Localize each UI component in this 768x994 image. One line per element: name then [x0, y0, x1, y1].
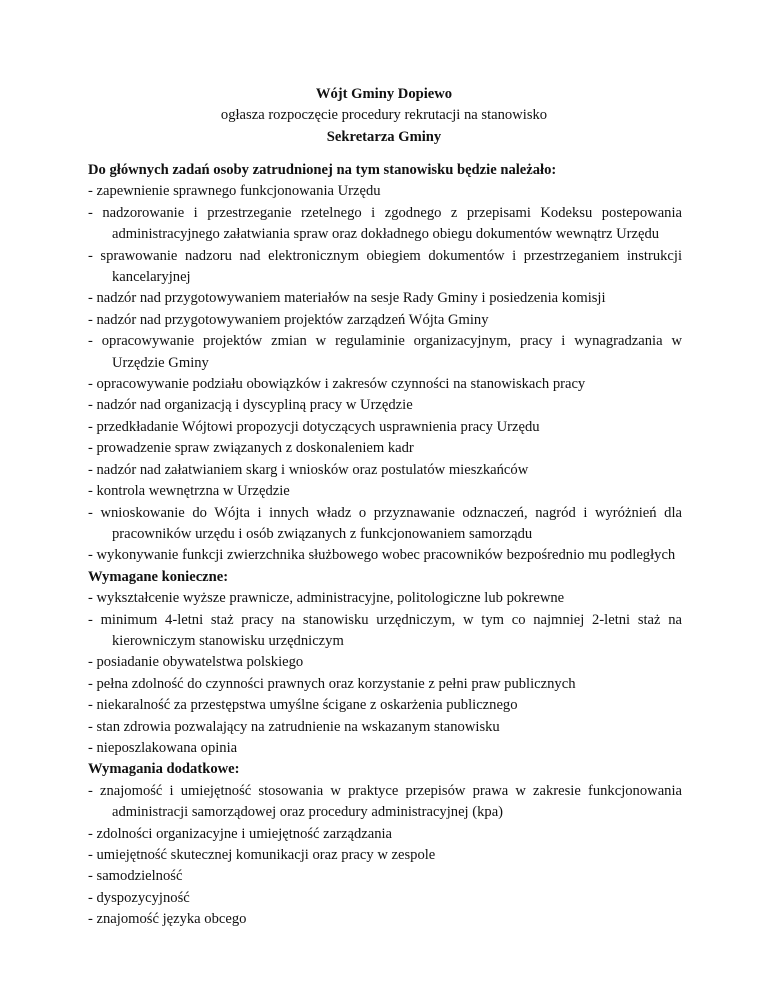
list-item: - stan zdrowia pozwalający na zatrudnienie na wskazanym stanowisku: [88, 718, 500, 735]
list-item: - znajomość i umiejętność stosowania w praktyce przepisów prawa w zakresie funkcjonowania administracji samorządowej oraz procedury administracyjnej (kpa): [88, 782, 682, 821]
list-item: - umiejętność skutecznej komunikacji oraz pracy w zespole: [88, 847, 436, 863]
list-item: - wnioskowanie do Wójta i innych władz o przyznawanie odznaczeń, nagród i wyróżnień dla pracowników urzędu i osób związanych z funkcjonowaniem samorządu: [88, 504, 682, 542]
list-item: - samodzielność: [88, 868, 183, 885]
list-item: - posiadanie obywatelstwa polskiego: [88, 654, 304, 671]
list-item: - niekaralność za przestępstwa umyślne ścigane z oskarżenia publicznego: [88, 697, 518, 714]
header-position: Sekretarza Gminy: [326, 128, 442, 145]
section-heading: Do głównych zadań osoby zatrudnionej na tym stanowisku będzie należało:: [88, 162, 557, 178]
list-item: - nadzór nad przygotowywaniem projektów zarządzeń Wójta Gminy: [88, 311, 489, 328]
list-item: - pełna zdolność do czynności prawnych oraz korzystanie z pełni praw publicznych: [88, 675, 576, 692]
list-item: - opracowywanie projektów zmian w regulaminie organizacyjnym, pracy i wynagradzania w Urzędzie Gminy: [88, 333, 682, 371]
list-item: - wykonywanie funkcji zwierzchnika służbowego wobec pracowników bezpośrednio mu podległych: [88, 547, 676, 564]
section-heading: Wymagane konieczne:: [88, 568, 229, 585]
list-item: - nadzór nad organizacją i dyscypliną pracy w Urzędzie: [88, 397, 413, 414]
header-subtitle: ogłasza rozpoczęcie procedury rekrutacji na stanowisko: [220, 107, 548, 124]
list-item: - nadzór nad załatwianiem skarg i wniosków oraz postulatów mieszkańców: [88, 461, 529, 478]
document-header: [84, 84, 684, 148]
list-item: - wykształcenie wyższe prawnicze, administracyjne, politologiczne lub pokrewne: [88, 590, 565, 607]
header-title: Wójt Gminy Dopiewo: [315, 86, 453, 102]
list-item: - minimum 4-letni staż pracy na stanowisku urzędniczym, w tym co najmniej 2-letni staż na kierowniczym stanowisku urzędniczym: [88, 611, 682, 649]
list-item: - zdolności organizacyjne i umiejętność zarządzania: [88, 825, 393, 842]
list-item: - nieposzlakowana opinia: [88, 739, 238, 756]
list-item: - przedkładanie Wójtowi propozycji dotyczących usprawnienia pracy Urzędu: [88, 418, 540, 435]
list-item: - nadzór nad przygotowywaniem materiałów na sesje Rady Gminy i posiedzenia komisji: [88, 290, 606, 307]
list-item: - nadzorowanie i przestrzeganie rzetelnego i zgodnego z przepisami Kodeksu postepowania administracyjnego załatwiania spraw oraz dokładnego obiegu dokumentów wewnątrz Urzędu: [88, 204, 682, 243]
document-body: [88, 160, 682, 931]
list-item: - zapewnienie sprawnego funkcjonowania Urzędu: [88, 183, 381, 200]
section-heading: Wymagania dodatkowe:: [88, 761, 240, 778]
list-item: - sprawowanie nadzoru nad elektronicznym obiegiem dokumentów i przestrzeganiem instrukcji kancelaryjnej: [88, 247, 682, 286]
list-item: - kontrola wewnętrzna w Urzędzie: [88, 483, 290, 500]
list-item: - dyspozycyjność: [88, 889, 190, 906]
list-item: - opracowywanie podziału obowiązków i zakresów czynności na stanowiskach pracy: [88, 376, 586, 393]
list-item: - prowadzenie spraw związanych z doskonaleniem kadr: [88, 440, 414, 457]
list-item: - znajomość języka obcego: [88, 911, 247, 928]
